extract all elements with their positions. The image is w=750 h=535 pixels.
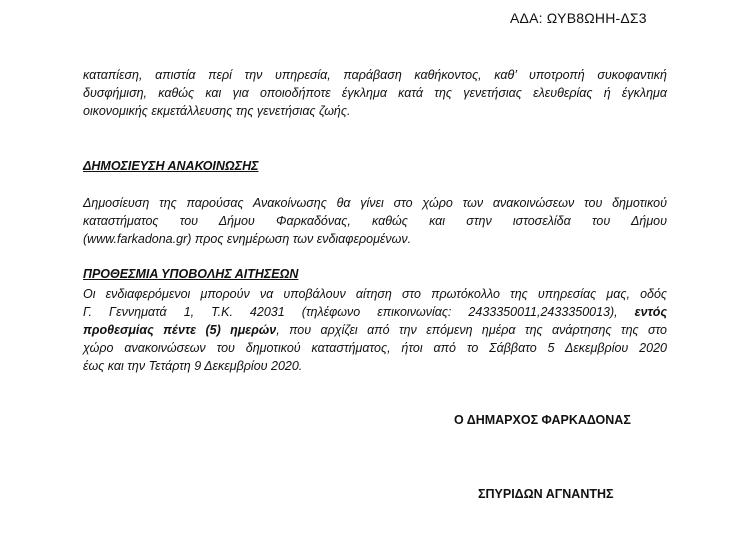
deadline-line: Οι ενδιαφερόμενοι μπορούν να υποβάλουν αίτηση στο πρωτόκολλο της υπηρεσίας μας, οδός bbox=[83, 287, 667, 301]
deadline-line bbox=[83, 321, 667, 339]
deadline-paragraph bbox=[83, 285, 667, 375]
deadline-emphasis: εντός bbox=[634, 305, 667, 319]
intro-line: δυσφήμιση, καθώς και για οποιοδήποτε έγκλημα κατά της γενετήσιας ελευθερίας ή έγκλημα bbox=[83, 86, 667, 100]
publication-paragraph bbox=[83, 194, 667, 248]
publication-line: Δημοσίευση της παρούσας Ανακοίνωσης θα γίνει στο χώρο των ανακοινώσεων του δημοτικού bbox=[83, 196, 667, 210]
deadline-line-text: Γ. Γεννηματά 1, Τ.Κ. 42031 (τηλέφωνο επικοινωνίας: 2433350011,2433350013), bbox=[83, 305, 618, 319]
deadline-heading: ΠΡΟΘΕΣΜΙΑ ΥΠΟΒΟΛΗΣ ΑΙΤΗΣΕΩΝ bbox=[83, 267, 299, 281]
signature-name: ΣΠΥΡΙΔΩΝ ΑΓΝΑΝΤΗΣ bbox=[478, 487, 614, 501]
deadline-line bbox=[83, 303, 667, 321]
signature-title: Ο ΔΗΜΑΡΧΟΣ ΦΑΡΚΑΔΟΝΑΣ bbox=[454, 413, 631, 427]
ada-code: ΑΔΑ: ΩΥΒ8ΩΗΗ-ΔΣ3 bbox=[510, 10, 647, 26]
deadline-emphasis: προθεσμίας πέντε (5) ημερών bbox=[83, 323, 277, 337]
deadline-line: έως και την Τετάρτη 9 Δεκεμβρίου 2020. bbox=[83, 359, 303, 373]
publication-line: καταστήματος του Δήμου Φαρκαδόνας, καθώς και στην ιστοσελίδα του Δήμου bbox=[83, 214, 667, 228]
publication-heading: ΔΗΜΟΣΙΕΥΣΗ ΑΝΑΚΟΙΝΩΣΗΣ bbox=[83, 159, 259, 173]
publication-line: (www.farkadona.gr) προς ενημέρωση των ενδιαφερομένων. bbox=[83, 232, 412, 246]
intro-line: οικονομικής εκμετάλλευσης της γενετήσιας ζωής. bbox=[83, 104, 351, 118]
deadline-line-text: , που αρχίζει από την επόμενη ημέρα της ανάρτησης της στο bbox=[276, 323, 668, 337]
intro-line: καταπίεση, απιστία περί την υπηρεσία, παράβαση καθήκοντος, καθ’ υποτροπή συκοφαντική bbox=[83, 68, 667, 82]
intro-paragraph bbox=[83, 66, 667, 120]
deadline-line: χώρο ανακοινώσεων του δημοτικού καταστήματος, ήτοι από το Σάββατο 5 Δεκεμβρίου 2020 bbox=[83, 341, 667, 355]
